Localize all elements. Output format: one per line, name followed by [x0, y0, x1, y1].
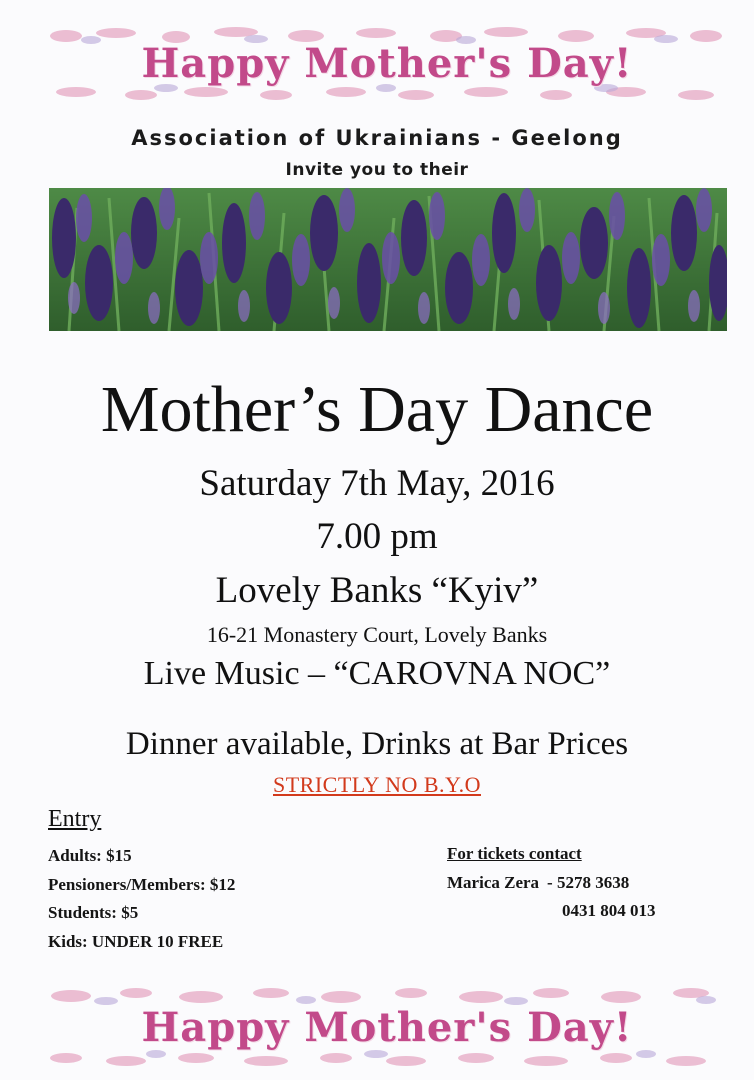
- contact-phone-mobile: 0431 804 013: [562, 901, 656, 920]
- lavender-field-photo: [49, 188, 727, 331]
- entry-price-list: [48, 842, 235, 956]
- entry-item-pensioners: Pensioners/Members: $12: [48, 874, 236, 894]
- contact-phone-landline: - 5278 3638: [547, 872, 630, 892]
- contact-name: Marica Zera: [447, 872, 540, 892]
- live-music: Live Music – “CAROVNA NOC”: [143, 655, 611, 692]
- entry-heading: Entry: [48, 806, 102, 832]
- entry-item-kids: Kids: UNDER 10 FREE: [48, 931, 224, 951]
- ticket-contact-row: [447, 869, 656, 898]
- banner-title: Happy Mother's Day!: [141, 40, 633, 87]
- no-byo-notice: STRICTLY NO B.Y.O: [273, 772, 481, 797]
- ticket-contact-heading: For tickets contact: [447, 844, 582, 863]
- event-title: Mother’s Day Dance: [100, 373, 654, 446]
- lavender-image: [49, 188, 727, 331]
- dinner-info: Dinner available, Drinks at Bar Prices: [125, 726, 629, 762]
- event-venue: Lovely Banks “Kyiv”: [215, 570, 539, 611]
- event-address: 16-21 Monastery Court, Lovely Banks: [206, 622, 548, 647]
- association-name: Association of Ukrainians - Geelong: [131, 126, 623, 150]
- ticket-contact: [447, 840, 656, 926]
- event-time: 7.00 pm: [316, 516, 438, 557]
- entry-item-adults: Adults: $15: [48, 846, 132, 865]
- entry-item-students: Students: $5: [48, 903, 139, 922]
- event-date: Saturday 7th May, 2016: [199, 463, 555, 504]
- top-banner: [46, 26, 728, 100]
- invite-text: Invite you to their: [285, 160, 469, 180]
- bottom-banner: [46, 986, 728, 1066]
- banner-title-bottom: Happy Mother's Day!: [141, 1004, 633, 1051]
